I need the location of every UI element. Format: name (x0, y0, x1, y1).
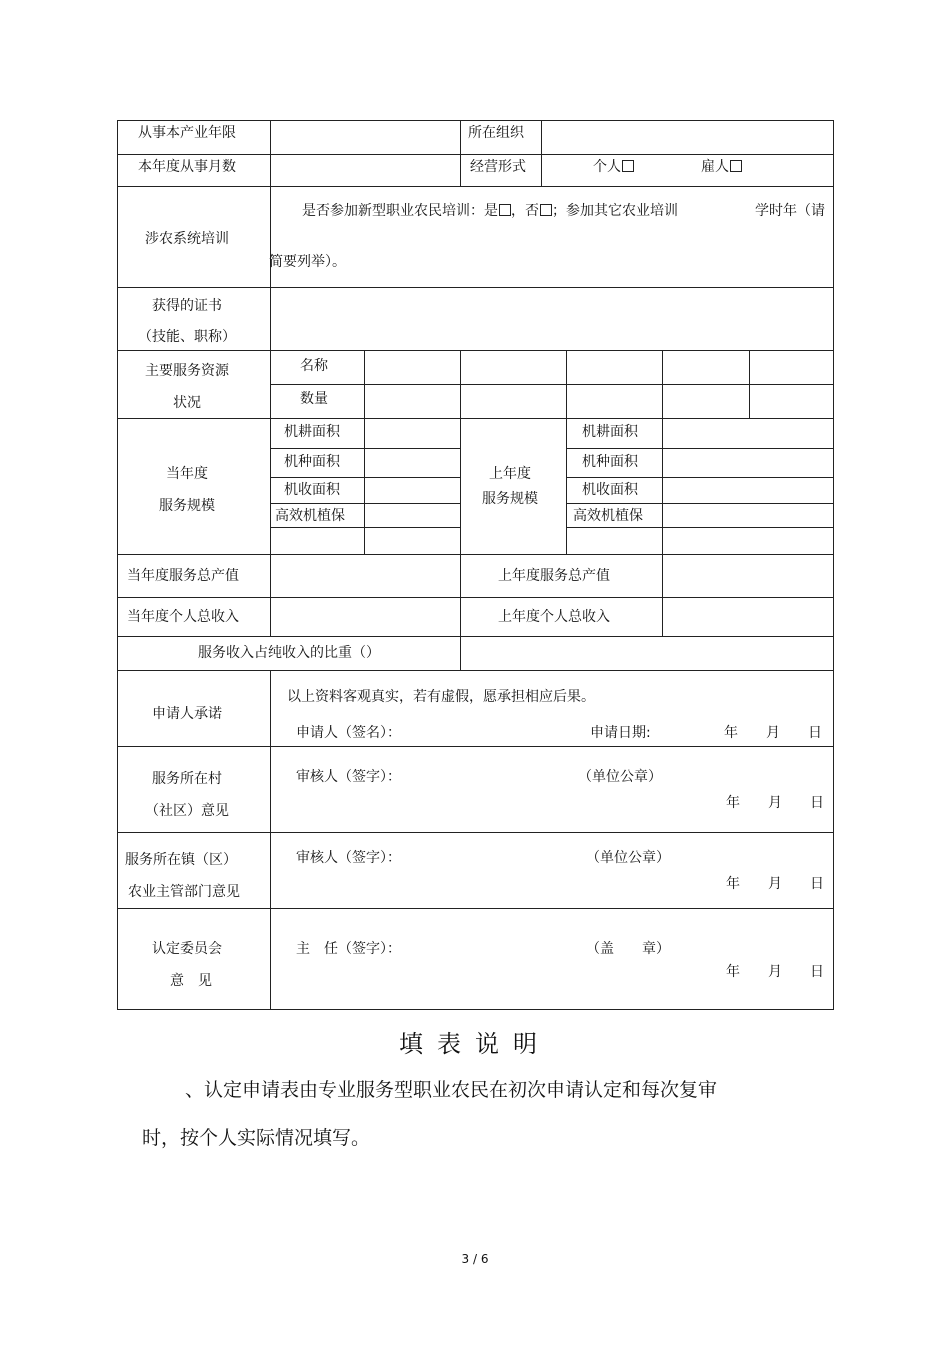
current-output-label: 当年度服务总产值 (127, 568, 239, 584)
village-opinion-label: 服务所在村 (152, 771, 222, 787)
application-date-label: 申请日期: (590, 725, 651, 741)
pledge-year: 年 (724, 725, 738, 741)
rule (364, 350, 365, 554)
town-reviewer-label: 审核人（签字）： (296, 850, 401, 866)
last-sowing-label: 机种面积 (582, 454, 638, 470)
rule (117, 670, 834, 671)
committee-director-label: 主 任（签字）： (296, 941, 401, 957)
pledge-label: 申请人承诺 (152, 706, 222, 722)
training-no-checkbox[interactable] (540, 204, 552, 216)
rule (566, 448, 834, 449)
rule (270, 477, 460, 478)
village-year: 年 (726, 795, 740, 811)
rule (117, 1009, 834, 1010)
town-year: 年 (726, 876, 740, 892)
rule (117, 350, 834, 351)
rule (117, 746, 834, 747)
training-line2: 简要列举）。 (269, 254, 346, 270)
town-opinion-label-sub: 农业主管部门意见 (128, 884, 240, 900)
current-output-field[interactable] (271, 555, 459, 596)
last-income-label: 上年度个人总收入 (498, 609, 610, 625)
income-ratio-label: 服务收入占纯收入的比重（） (198, 645, 380, 661)
instructions-line1: 、认定申请表由专业服务型职业农民在初次申请认定和每次复审 (185, 1079, 718, 1101)
town-day: 日 (810, 876, 824, 892)
town-month: 月 (768, 876, 782, 892)
employed-option[interactable] (701, 158, 742, 176)
rule (270, 527, 460, 528)
rule (270, 503, 460, 504)
training-no-text: ，否 (511, 203, 539, 219)
certificate-label: 获得的证书 (152, 298, 222, 314)
rule (117, 832, 834, 833)
page-number: 3 / 6 (461, 1252, 489, 1266)
last-income-field[interactable] (663, 598, 832, 635)
committee-year: 年 (726, 964, 740, 980)
org-label: 所在组织 (468, 125, 524, 141)
instructions-title: 填表说明 (399, 1030, 551, 1058)
applicant-signature-label: 申请人（签名）： (296, 725, 401, 741)
rule (460, 350, 461, 670)
resources-label: 主要服务资源 (145, 363, 229, 379)
rule (460, 120, 461, 186)
last-protection-label: 高效机植保 (573, 508, 643, 524)
current-plowing-label: 机耕面积 (284, 424, 340, 440)
rule (566, 527, 834, 528)
resource-qty-label: 数量 (300, 391, 328, 407)
current-scale-label-sub: 服务规模 (159, 498, 215, 514)
last-harvest-label: 机收面积 (582, 482, 638, 498)
town-seal-label: （单位公章） (586, 850, 670, 866)
current-scale-label: 当年度 (166, 466, 208, 482)
committee-opinion-label: 认定委员会 (152, 941, 222, 957)
last-plowing-label: 机耕面积 (582, 424, 638, 440)
industry-years-field[interactable] (271, 121, 459, 153)
industry-years-label: 从事本产业年限 (138, 125, 236, 141)
rule (117, 120, 118, 1010)
last-scale-label: 上年度 (489, 466, 531, 482)
current-protection-label: 高效机植保 (275, 508, 345, 524)
months-field[interactable] (271, 155, 459, 185)
rule (566, 503, 834, 504)
individual-checkbox[interactable] (622, 160, 634, 172)
training-other-text: ；参加其它农业培训 (552, 203, 678, 219)
rule (833, 120, 834, 1010)
committee-seal-label: （盖 章） (586, 941, 670, 957)
village-reviewer-label: 审核人（签字）： (296, 769, 401, 785)
training-line1 (302, 202, 678, 220)
rule (566, 477, 834, 478)
business-mode-label: 经营形式 (470, 159, 526, 175)
certificate-field[interactable] (271, 288, 832, 349)
current-income-field[interactable] (271, 598, 459, 635)
committee-day: 日 (810, 964, 824, 980)
certificate-label-sub: （技能、职称） (138, 329, 236, 345)
current-sowing-label: 机种面积 (284, 454, 340, 470)
application-form (117, 120, 834, 1010)
instructions-line2: 时，按个人实际情况填写。 (142, 1127, 371, 1149)
rule (117, 908, 834, 909)
rule (117, 154, 834, 155)
last-output-label: 上年度服务总产值 (498, 568, 610, 584)
pledge-day: 日 (808, 725, 822, 741)
village-day: 日 (810, 795, 824, 811)
pledge-statement: 以上资料客观真实，若有虚假，愿承担相应后果。 (287, 689, 595, 705)
committee-opinion-label-sub: 意 见 (170, 973, 212, 989)
town-opinion-label: 服务所在镇（区） (125, 852, 237, 868)
rule (117, 186, 834, 187)
rule (749, 350, 750, 418)
months-label: 本年度从事月数 (138, 159, 236, 175)
village-month: 月 (768, 795, 782, 811)
individual-option[interactable] (593, 158, 634, 176)
training-yes-checkbox[interactable] (499, 204, 511, 216)
employed-checkbox[interactable] (730, 160, 742, 172)
resources-label-sub: 状况 (173, 395, 201, 411)
rule (270, 448, 460, 449)
resource-name-label: 名称 (300, 358, 328, 374)
rule (270, 670, 271, 1010)
current-harvest-label: 机收面积 (284, 482, 340, 498)
current-income-label: 当年度个人总收入 (127, 609, 239, 625)
training-question: 是否参加新型职业农民培训：是 (302, 203, 498, 219)
pledge-month: 月 (766, 725, 780, 741)
employed-label: 雇人 (701, 159, 729, 175)
individual-label: 个人 (593, 159, 621, 175)
rule (117, 418, 834, 419)
last-output-field[interactable] (663, 555, 832, 596)
training-label: 涉农系统培训 (145, 231, 229, 247)
village-opinion-label-sub: （社区）意见 (145, 803, 229, 819)
committee-month: 月 (768, 964, 782, 980)
training-hours-text: 学时年（请 (755, 203, 825, 219)
income-ratio-field[interactable] (461, 637, 832, 669)
village-seal-label: （单位公章） (578, 769, 662, 785)
org-field[interactable] (542, 121, 832, 153)
rule (566, 350, 567, 554)
last-scale-label-sub: 服务规模 (482, 491, 538, 507)
